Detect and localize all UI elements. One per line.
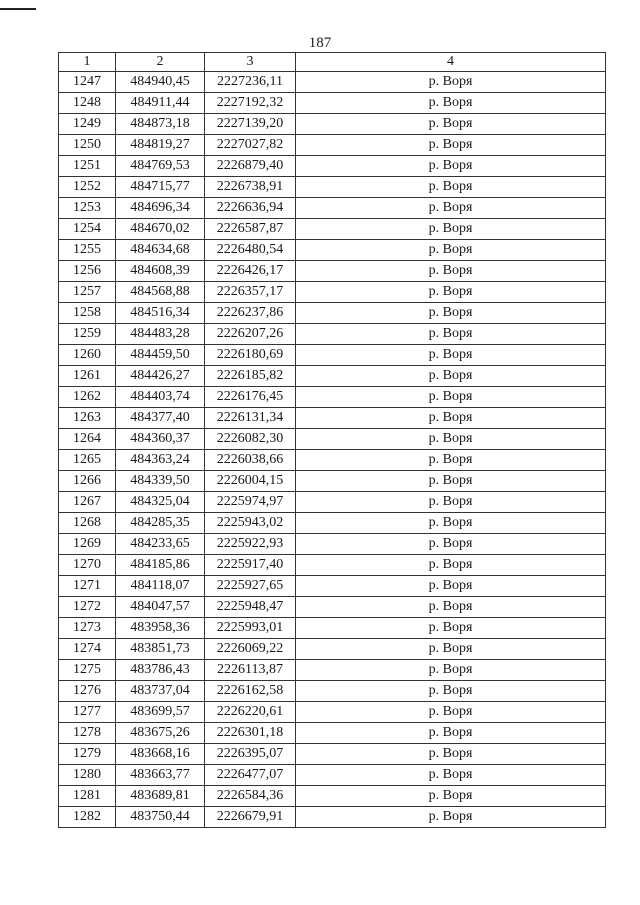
point-number-cell: 1275 — [59, 660, 116, 681]
y-coordinate-cell: 2226004,15 — [205, 471, 296, 492]
x-coordinate-cell: 483786,43 — [116, 660, 205, 681]
description-cell: р. Воря — [296, 639, 606, 660]
description-cell: р. Воря — [296, 492, 606, 513]
description-cell: р. Воря — [296, 681, 606, 702]
x-coordinate-cell: 484715,77 — [116, 177, 205, 198]
table-row — [59, 492, 606, 513]
y-coordinate-cell: 2226113,87 — [205, 660, 296, 681]
x-coordinate-cell: 484377,40 — [116, 408, 205, 429]
point-number-cell: 1256 — [59, 261, 116, 282]
y-coordinate-cell: 2226426,17 — [205, 261, 296, 282]
x-coordinate-cell: 484634,68 — [116, 240, 205, 261]
table-row — [59, 261, 606, 282]
description-cell: р. Воря — [296, 240, 606, 261]
y-coordinate-cell: 2226220,61 — [205, 702, 296, 723]
table-row — [59, 807, 606, 828]
table-row — [59, 114, 606, 135]
table-row — [59, 282, 606, 303]
point-number-cell: 1249 — [59, 114, 116, 135]
y-coordinate-cell: 2226162,58 — [205, 681, 296, 702]
point-number-cell: 1276 — [59, 681, 116, 702]
point-number-cell: 1270 — [59, 555, 116, 576]
description-cell: р. Воря — [296, 576, 606, 597]
y-coordinate-cell: 2226207,26 — [205, 324, 296, 345]
point-number-cell: 1259 — [59, 324, 116, 345]
table-row — [59, 324, 606, 345]
point-number-cell: 1257 — [59, 282, 116, 303]
y-coordinate-cell: 2226587,87 — [205, 219, 296, 240]
point-number-cell: 1279 — [59, 744, 116, 765]
table-row — [59, 198, 606, 219]
point-number-cell: 1281 — [59, 786, 116, 807]
point-number-cell: 1265 — [59, 450, 116, 471]
point-number-cell: 1254 — [59, 219, 116, 240]
table-row — [59, 702, 606, 723]
y-coordinate-cell: 2226176,45 — [205, 387, 296, 408]
description-cell: р. Воря — [296, 135, 606, 156]
y-coordinate-cell: 2226395,07 — [205, 744, 296, 765]
point-number-cell: 1273 — [59, 618, 116, 639]
point-number-cell: 1280 — [59, 765, 116, 786]
y-coordinate-cell: 2226477,07 — [205, 765, 296, 786]
x-coordinate-cell: 484233,65 — [116, 534, 205, 555]
table-row — [59, 135, 606, 156]
point-number-cell: 1268 — [59, 513, 116, 534]
x-coordinate-cell: 484696,34 — [116, 198, 205, 219]
x-coordinate-cell: 484608,39 — [116, 261, 205, 282]
table-row — [59, 387, 606, 408]
x-coordinate-cell: 484516,34 — [116, 303, 205, 324]
description-cell: р. Воря — [296, 72, 606, 93]
column-header-description: 4 — [296, 53, 606, 72]
table-row — [59, 765, 606, 786]
table-row — [59, 576, 606, 597]
column-header-x: 2 — [116, 53, 205, 72]
table-row — [59, 408, 606, 429]
x-coordinate-cell: 484911,44 — [116, 93, 205, 114]
y-coordinate-cell: 2226180,69 — [205, 345, 296, 366]
y-coordinate-cell: 2225948,47 — [205, 597, 296, 618]
y-coordinate-cell: 2226480,54 — [205, 240, 296, 261]
table-row — [59, 786, 606, 807]
x-coordinate-cell: 483699,57 — [116, 702, 205, 723]
table-row — [59, 681, 606, 702]
table-row — [59, 744, 606, 765]
point-number-cell: 1271 — [59, 576, 116, 597]
x-coordinate-cell: 484339,50 — [116, 471, 205, 492]
x-coordinate-cell: 483689,81 — [116, 786, 205, 807]
x-coordinate-cell: 484118,07 — [116, 576, 205, 597]
point-number-cell: 1255 — [59, 240, 116, 261]
y-coordinate-cell: 2226082,30 — [205, 429, 296, 450]
table-row — [59, 429, 606, 450]
point-number-cell: 1251 — [59, 156, 116, 177]
table-row — [59, 723, 606, 744]
table-row — [59, 555, 606, 576]
x-coordinate-cell: 484873,18 — [116, 114, 205, 135]
table-row — [59, 450, 606, 471]
y-coordinate-cell: 2227027,82 — [205, 135, 296, 156]
table-row — [59, 597, 606, 618]
y-coordinate-cell: 2225974,97 — [205, 492, 296, 513]
description-cell: р. Воря — [296, 765, 606, 786]
y-coordinate-cell: 2226738,91 — [205, 177, 296, 198]
y-coordinate-cell: 2226185,82 — [205, 366, 296, 387]
table-row — [59, 618, 606, 639]
y-coordinate-cell: 2225943,02 — [205, 513, 296, 534]
description-cell: р. Воря — [296, 114, 606, 135]
description-cell: р. Воря — [296, 219, 606, 240]
description-cell: р. Воря — [296, 807, 606, 828]
y-coordinate-cell: 2226038,66 — [205, 450, 296, 471]
corner-mark — [0, 8, 36, 10]
description-cell: р. Воря — [296, 597, 606, 618]
table-row — [59, 471, 606, 492]
table-row — [59, 639, 606, 660]
table-row — [59, 366, 606, 387]
x-coordinate-cell: 483750,44 — [116, 807, 205, 828]
description-cell: р. Воря — [296, 471, 606, 492]
x-coordinate-cell: 484940,45 — [116, 72, 205, 93]
description-cell: р. Воря — [296, 534, 606, 555]
y-coordinate-cell: 2226301,18 — [205, 723, 296, 744]
description-cell: р. Воря — [296, 702, 606, 723]
point-number-cell: 1261 — [59, 366, 116, 387]
y-coordinate-cell: 2226131,34 — [205, 408, 296, 429]
coordinates-table — [58, 52, 606, 828]
table-row — [59, 72, 606, 93]
x-coordinate-cell: 484403,74 — [116, 387, 205, 408]
y-coordinate-cell: 2226237,86 — [205, 303, 296, 324]
table-row — [59, 240, 606, 261]
y-coordinate-cell: 2227192,32 — [205, 93, 296, 114]
description-cell: р. Воря — [296, 345, 606, 366]
description-cell: р. Воря — [296, 408, 606, 429]
table-row — [59, 219, 606, 240]
y-coordinate-cell: 2225927,65 — [205, 576, 296, 597]
description-cell: р. Воря — [296, 744, 606, 765]
description-cell: р. Воря — [296, 261, 606, 282]
y-coordinate-cell: 2227139,20 — [205, 114, 296, 135]
x-coordinate-cell: 483668,16 — [116, 744, 205, 765]
description-cell: р. Воря — [296, 786, 606, 807]
description-cell: р. Воря — [296, 429, 606, 450]
table-row — [59, 156, 606, 177]
point-number-cell: 1277 — [59, 702, 116, 723]
point-number-cell: 1258 — [59, 303, 116, 324]
y-coordinate-cell: 2225917,40 — [205, 555, 296, 576]
description-cell: р. Воря — [296, 660, 606, 681]
y-coordinate-cell: 2225993,01 — [205, 618, 296, 639]
x-coordinate-cell: 483663,77 — [116, 765, 205, 786]
x-coordinate-cell: 484670,02 — [116, 219, 205, 240]
y-coordinate-cell: 2225922,93 — [205, 534, 296, 555]
point-number-cell: 1248 — [59, 93, 116, 114]
x-coordinate-cell: 483737,04 — [116, 681, 205, 702]
point-number-cell: 1263 — [59, 408, 116, 429]
x-coordinate-cell: 484819,27 — [116, 135, 205, 156]
y-coordinate-cell: 2226879,40 — [205, 156, 296, 177]
table-row — [59, 177, 606, 198]
description-cell: р. Воря — [296, 177, 606, 198]
x-coordinate-cell: 484360,37 — [116, 429, 205, 450]
y-coordinate-cell: 2226357,17 — [205, 282, 296, 303]
description-cell: р. Воря — [296, 723, 606, 744]
description-cell: р. Воря — [296, 513, 606, 534]
description-cell: р. Воря — [296, 93, 606, 114]
point-number-cell: 1252 — [59, 177, 116, 198]
x-coordinate-cell: 484285,35 — [116, 513, 205, 534]
x-coordinate-cell: 484185,86 — [116, 555, 205, 576]
x-coordinate-cell: 484568,88 — [116, 282, 205, 303]
y-coordinate-cell: 2226636,94 — [205, 198, 296, 219]
point-number-cell: 1282 — [59, 807, 116, 828]
x-coordinate-cell: 484047,57 — [116, 597, 205, 618]
y-coordinate-cell: 2226069,22 — [205, 639, 296, 660]
description-cell: р. Воря — [296, 618, 606, 639]
x-coordinate-cell: 484459,50 — [116, 345, 205, 366]
point-number-cell: 1264 — [59, 429, 116, 450]
x-coordinate-cell: 483675,26 — [116, 723, 205, 744]
page-number: 187 — [308, 35, 332, 51]
point-number-cell: 1262 — [59, 387, 116, 408]
point-number-cell: 1272 — [59, 597, 116, 618]
x-coordinate-cell: 484483,28 — [116, 324, 205, 345]
table-row — [59, 534, 606, 555]
column-header-y: 3 — [205, 53, 296, 72]
table-body — [59, 72, 606, 828]
x-coordinate-cell: 484363,24 — [116, 450, 205, 471]
point-number-cell: 1274 — [59, 639, 116, 660]
table-header-row — [59, 53, 606, 72]
description-cell: р. Воря — [296, 198, 606, 219]
y-coordinate-cell: 2226679,91 — [205, 807, 296, 828]
point-number-cell: 1247 — [59, 72, 116, 93]
x-coordinate-cell: 484325,04 — [116, 492, 205, 513]
table-row — [59, 660, 606, 681]
description-cell: р. Воря — [296, 156, 606, 177]
point-number-cell: 1260 — [59, 345, 116, 366]
x-coordinate-cell: 484426,27 — [116, 366, 205, 387]
description-cell: р. Воря — [296, 303, 606, 324]
description-cell: р. Воря — [296, 324, 606, 345]
description-cell: р. Воря — [296, 366, 606, 387]
table-row — [59, 303, 606, 324]
y-coordinate-cell: 2227236,11 — [205, 72, 296, 93]
table-row — [59, 345, 606, 366]
description-cell: р. Воря — [296, 282, 606, 303]
description-cell: р. Воря — [296, 387, 606, 408]
table-row — [59, 513, 606, 534]
x-coordinate-cell: 484769,53 — [116, 156, 205, 177]
column-header-number: 1 — [59, 53, 116, 72]
point-number-cell: 1269 — [59, 534, 116, 555]
point-number-cell: 1266 — [59, 471, 116, 492]
x-coordinate-cell: 483958,36 — [116, 618, 205, 639]
description-cell: р. Воря — [296, 450, 606, 471]
point-number-cell: 1267 — [59, 492, 116, 513]
point-number-cell: 1253 — [59, 198, 116, 219]
description-cell: р. Воря — [296, 555, 606, 576]
point-number-cell: 1250 — [59, 135, 116, 156]
table-row — [59, 93, 606, 114]
x-coordinate-cell: 483851,73 — [116, 639, 205, 660]
y-coordinate-cell: 2226584,36 — [205, 786, 296, 807]
point-number-cell: 1278 — [59, 723, 116, 744]
